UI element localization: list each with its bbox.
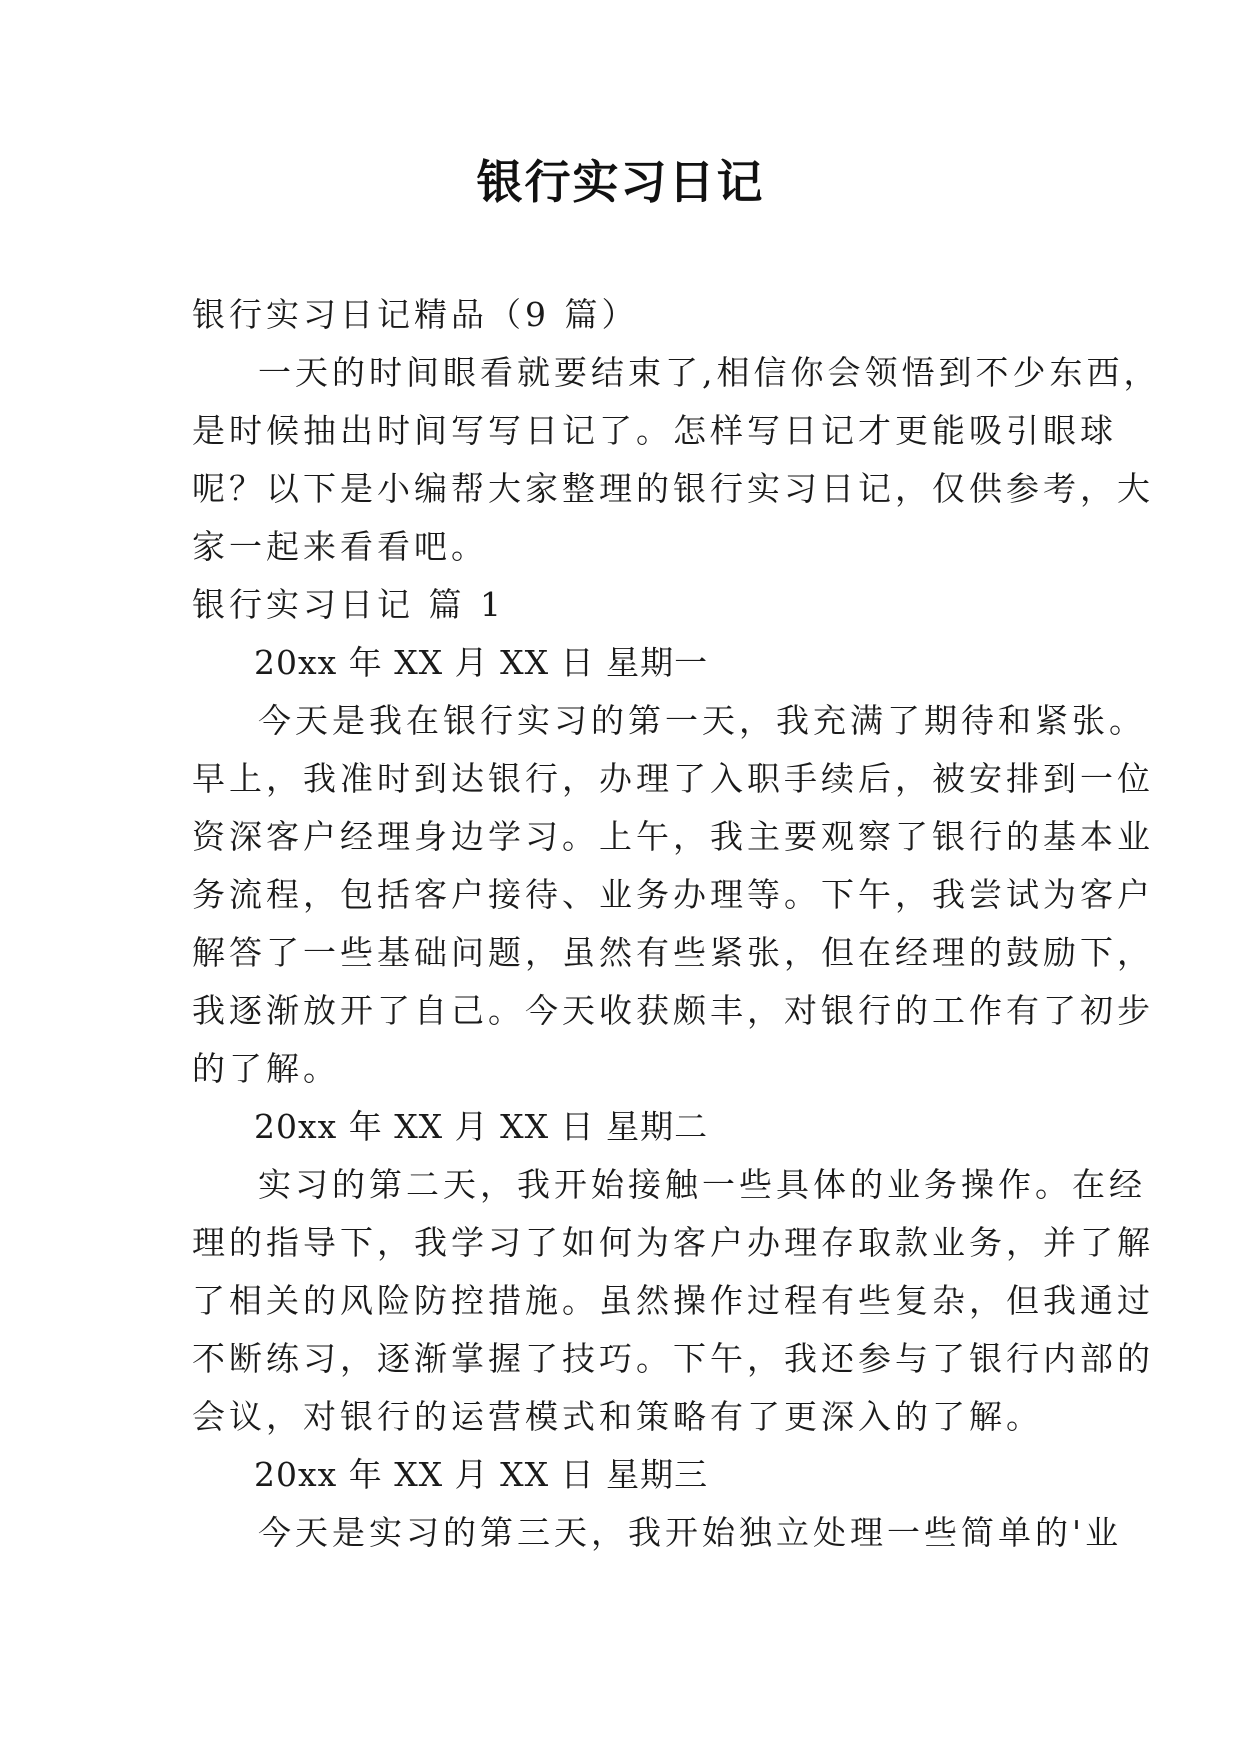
diary-paragraph-line: 今天是我在银行实习的第一天，我充满了期待和紧张。 [258,701,1146,740]
intro-paragraph-line: 是时候抽出时间写写日记了。怎样写日记才更能吸引眼球 [192,411,1117,450]
diary-paragraph-line: 我逐渐放开了自己。今天收获颇丰，对银行的工作有了初步 [192,991,1154,1030]
diary-paragraph-line: 今天是实习的第三天，我开始独立处理一些简单的'业 [258,1513,1123,1552]
diary-paragraph-line: 会议，对银行的运营模式和策略有了更深入的了解。 [192,1397,1043,1436]
diary-paragraph-line: 解答了一些基础问题，虽然有些紧张，但在经理的鼓励下， [192,933,1154,972]
diary-paragraph-line: 资深客户经理身边学习。上午，我主要观察了银行的基本业 [192,817,1154,856]
diary-date: 20xx 年 XX 月 XX 日 星期一 [254,643,709,682]
diary-paragraph-line: 的了解。 [192,1049,340,1088]
diary-paragraph-line: 早上，我准时到达银行，办理了入职手续后，被安排到一位 [192,759,1154,798]
section-heading: 银行实习日记 篇 1 [192,585,505,624]
intro-paragraph-line: 一天的时间眼看就要结束了,相信你会领悟到不少东西， [258,353,1161,392]
document-title: 银行实习日记 [476,155,765,209]
diary-paragraph-line: 不断练习，逐渐掌握了技巧。下午，我还参与了银行内部的 [192,1339,1154,1378]
collection-heading: 银行实习日记精品（9 篇） [192,295,639,334]
diary-paragraph-line: 了相关的风险防控措施。虽然操作过程有些复杂，但我通过 [192,1281,1154,1320]
diary-date: 20xx 年 XX 月 XX 日 星期三 [254,1455,709,1494]
intro-paragraph-line: 家一起来看看吧。 [192,527,488,566]
diary-paragraph-line: 实习的第二天，我开始接触一些具体的业务操作。在经 [258,1165,1146,1204]
diary-paragraph-line: 理的指导下，我学习了如何为客户办理存取款业务，并了解 [192,1223,1154,1262]
intro-paragraph-line: 呢？以下是小编帮大家整理的银行实习日记，仅供参考，大 [192,469,1154,508]
document-body [192,286,1161,1562]
diary-paragraph-line: 务流程，包括客户接待、业务办理等。下午，我尝试为客户 [192,875,1154,914]
diary-date: 20xx 年 XX 月 XX 日 星期二 [254,1107,709,1146]
